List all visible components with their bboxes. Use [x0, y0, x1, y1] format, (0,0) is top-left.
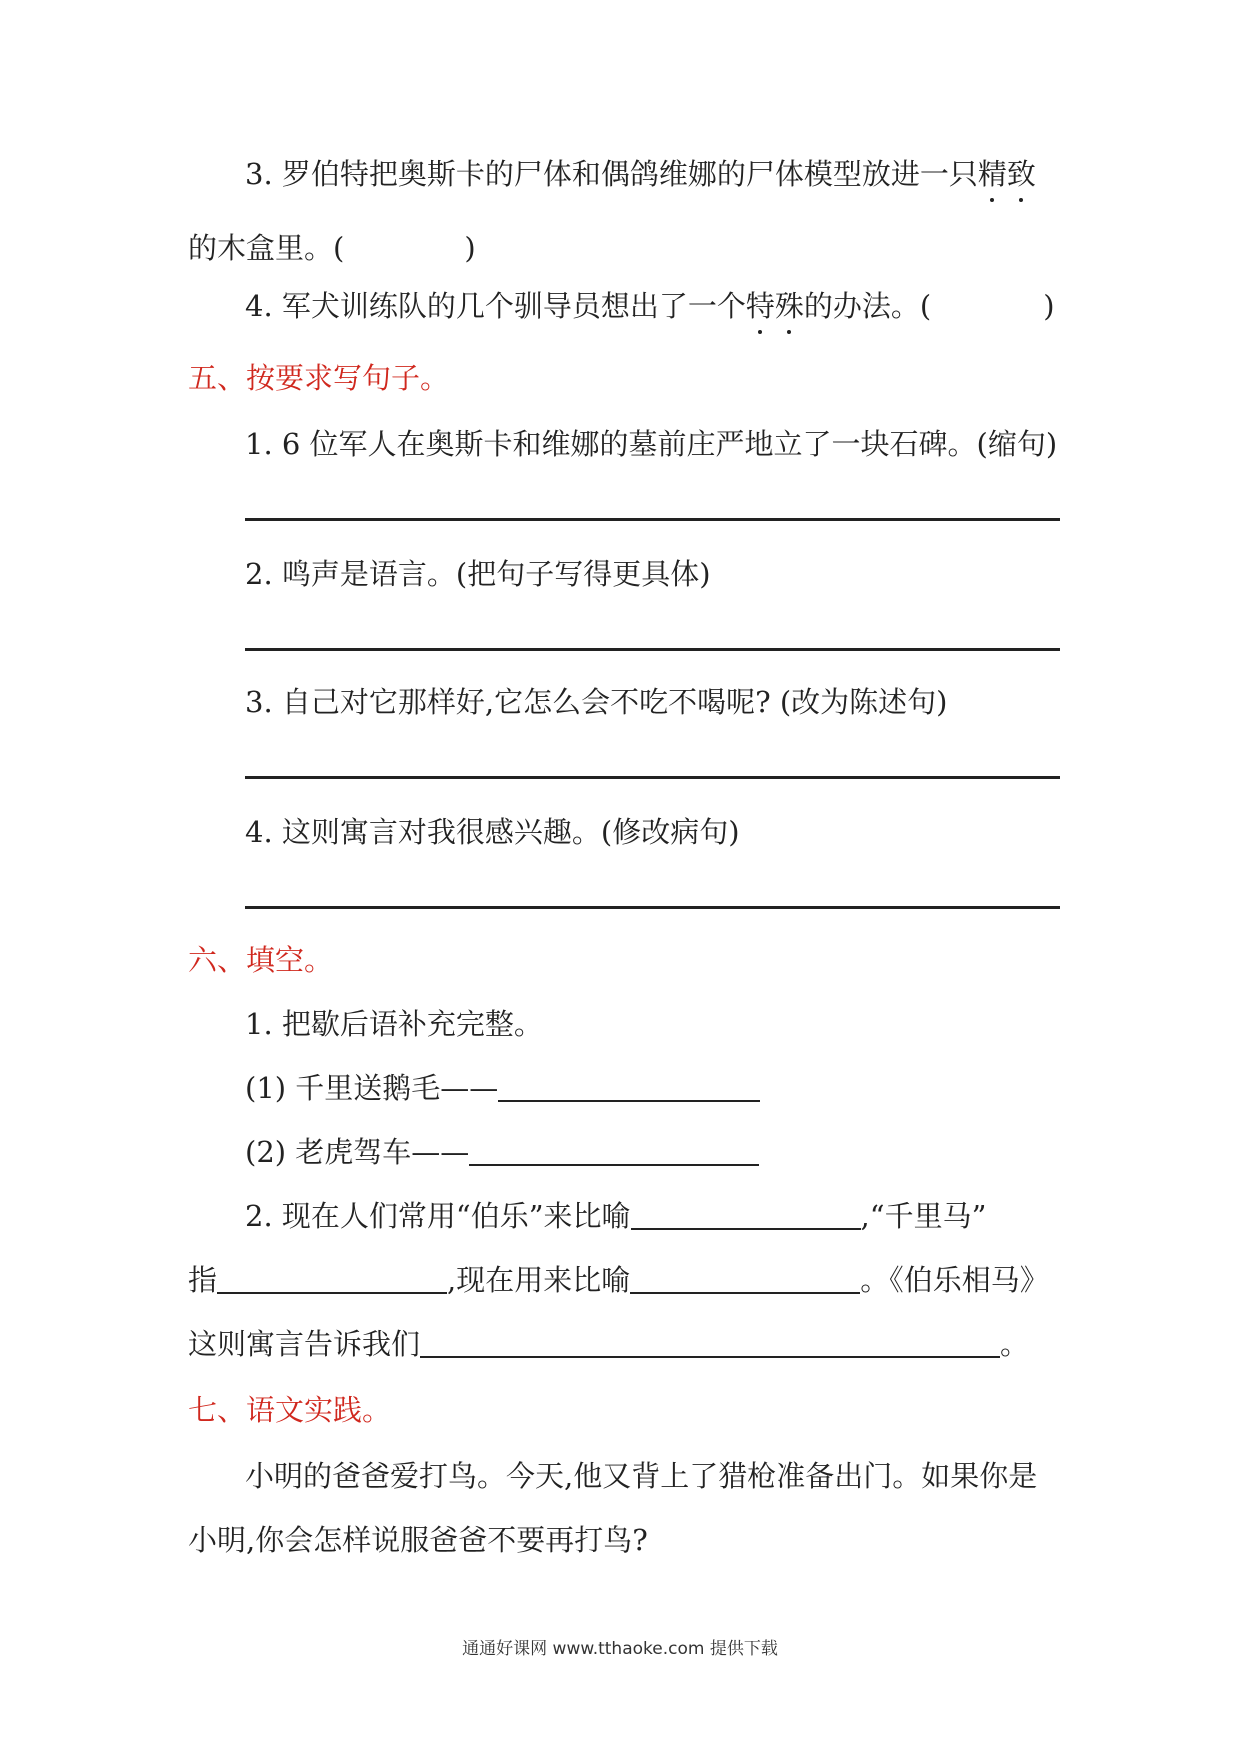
answer-blank[interactable]	[631, 1198, 861, 1230]
answer-line[interactable]	[245, 906, 1060, 909]
answer-line[interactable]	[245, 648, 1060, 651]
s4-q4-line: 4. 军犬训练队的几个驯导员想出了一个特殊的办法。( )	[245, 286, 1055, 326]
s5-item-1: 1. 6 位军人在奥斯卡和维娜的墓前庄严地立了一块石碑。(缩句)	[245, 427, 1058, 461]
s5-item-3: 3. 自己对它那样好,它怎么会不吃不喝呢? (改为陈述句)	[245, 685, 948, 719]
answer-line[interactable]	[245, 518, 1060, 521]
s4-q3-line1: 3. 罗伯特把奥斯卡的尸体和偶鸽维娜的尸体模型放进一只精致	[245, 154, 1036, 194]
answer-blank[interactable]	[469, 1134, 759, 1166]
s6-q1-b: (2) 老虎驾车——	[245, 1132, 759, 1172]
page-footer: 通通好课网 www.tthaoke.com 提供下载	[462, 1639, 778, 1659]
emphasis-char: 精	[978, 154, 1007, 194]
emphasis-char: 殊	[775, 286, 804, 326]
s5-item-2: 2. 鸣声是语言。(把句子写得更具体)	[245, 557, 711, 591]
s7-paragraph-line2: 小明,你会怎样说服爸爸不要再打鸟?	[188, 1523, 648, 1557]
s6-q2-line1: 2. 现在人们常用“伯乐”来比喻 ,“千里马”	[245, 1199, 987, 1233]
answer-blank[interactable]	[498, 1070, 760, 1102]
s7-paragraph-line1: 小明的爸爸爱打鸟。今天,他又背上了猎枪准备出门。如果你是	[245, 1459, 1038, 1493]
s4-q3-line2: 的木盒里。( )	[188, 231, 476, 265]
answer-blank[interactable]	[630, 1262, 860, 1294]
s5-item-4: 4. 这则寓言对我很感兴趣。(修改病句)	[245, 815, 740, 849]
s6-q1-title: 1. 把歇后语补充完整。	[245, 1007, 543, 1041]
emphasis-char: 致	[1007, 154, 1036, 194]
s6-q2-line3: 这则寓言告诉我们 。	[188, 1327, 1030, 1361]
section-heading-5: 五、按要求写句子。	[188, 361, 450, 395]
emphasis-char: 特	[746, 286, 775, 326]
answer-blank[interactable]	[217, 1262, 447, 1294]
answer-blank[interactable]	[420, 1326, 1000, 1358]
s6-q1-a: (1) 千里送鹅毛——	[245, 1068, 760, 1108]
s6-q2-line2: 指 ,现在用来比喻 。《伯乐相马》	[188, 1263, 1049, 1297]
section-heading-6: 六、填空。	[188, 943, 334, 977]
answer-line[interactable]	[245, 776, 1060, 779]
section-heading-7: 七、语文实践。	[188, 1393, 392, 1427]
